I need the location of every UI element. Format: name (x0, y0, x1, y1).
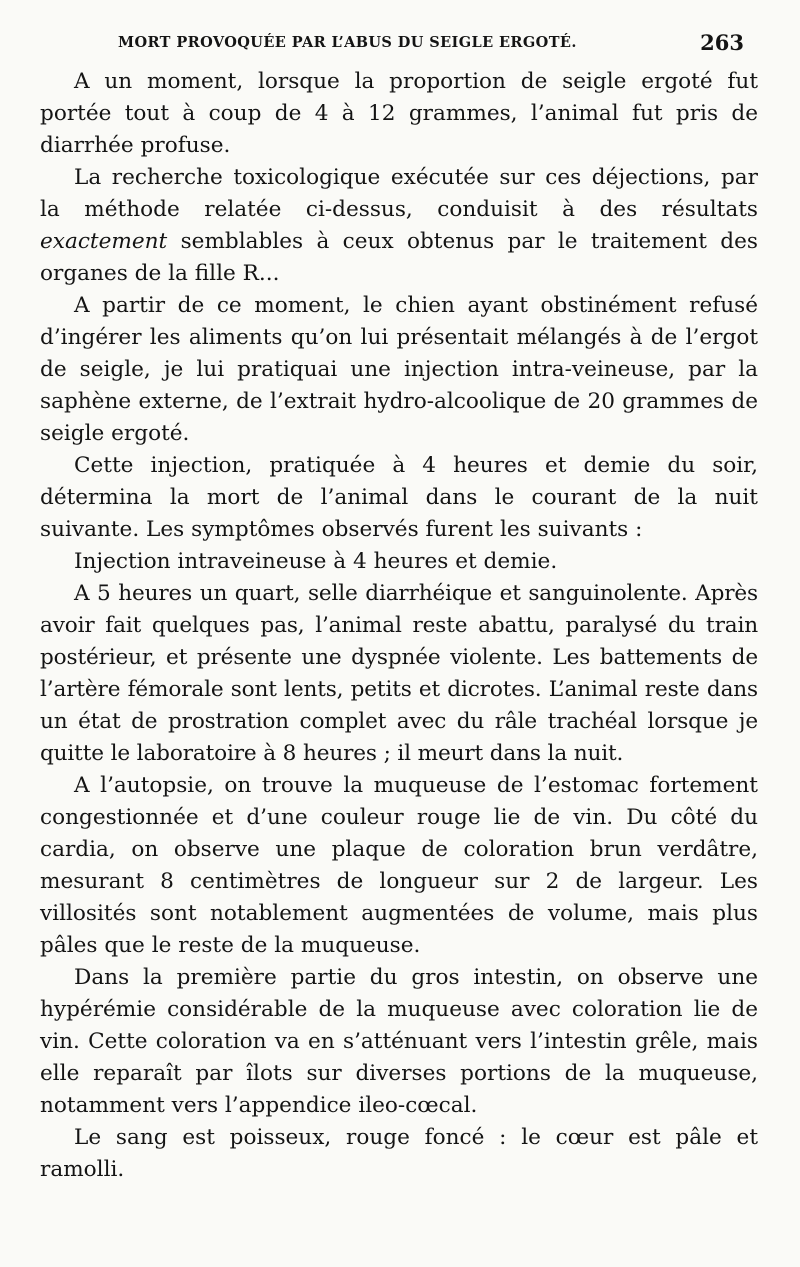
paragraph-5: Injection intraveineuse à 4 heures et demie. (74, 549, 558, 574)
running-head: MORT PROVOQUÉE PAR L’ABUS DU SEIGLE ERGOTÉ. (118, 34, 577, 51)
paragraph-6: A 5 heures un quart, selle diarrhéique et sanguinolente. Après avoir fait quelques pas, l’animal reste abattu, paralysé du train postérieur, et présente une dyspnée violente. Les battements de l’artère fémorale sont lents, petits et dicrotes. L’animal reste dans un état de prostration complet avec du râle trachéal lorsque je quitte le laboratoire à 8 heures ; il meurt dans la nuit. (40, 581, 758, 766)
paragraph-2-end: semblables à ceux obtenus par le traitement des organes de la fille R... (40, 229, 758, 286)
emphasis-exactement: exactement (40, 229, 168, 254)
paragraph-8: Dans la première partie du gros intestin, on observe une hypérémie considérable de la muqueuse avec coloration lie de vin. Cette coloration va en s’atténuant vers l’intestin grêle, mais elle reparaît par îlots sur diverses portions de la muqueuse, notamment vers l’appendice ileo-cœcal. (40, 965, 758, 1118)
paragraph-1: A un moment, lorsque la proportion de seigle ergoté fut portée tout à coup de 4 à 12 grammes, l’animal fut pris de diarrhée profuse. (40, 69, 758, 158)
paragraph-4: Cette injection, pratiquée à 4 heures et demie du soir, détermina la mort de l’animal dans le courant de la nuit suivante. Les symptômes observés furent les suivants : (40, 453, 758, 542)
paragraph-9: Le sang est poisseux, rouge foncé : le cœur est pâle et ramolli. (40, 1125, 758, 1182)
paragraph-2-start: La recherche toxicologique exécutée sur ces déjections, par la méthode relatée ci-dessus, conduisit à des résultats (40, 165, 758, 222)
body-text (40, 66, 758, 1186)
paragraph-2 (40, 162, 758, 290)
paragraph-7: A l’autopsie, on trouve la muqueuse de l’estomac fortement congestionnée et d’une couleur rouge lie de vin. Du côté du cardia, on observe une plaque de coloration brun verdâtre, mesurant 8 centimètres de longueur sur 2 de largeur. Les villosités sont notablement augmentées de volume, mais plus pâles que le reste de la muqueuse. (40, 773, 758, 958)
page-number: 263 (700, 30, 744, 55)
page-header (118, 30, 744, 56)
paragraph-3: A partir de ce moment, le chien ayant obstinément refusé d’ingérer les aliments qu’on lui présentait mélangés à de l’ergot de seigle, je lui pratiquai une injection intra-veineuse, par la saphène externe, de l’extrait hydro-alcoolique de 20 grammes de seigle ergoté. (40, 293, 758, 446)
